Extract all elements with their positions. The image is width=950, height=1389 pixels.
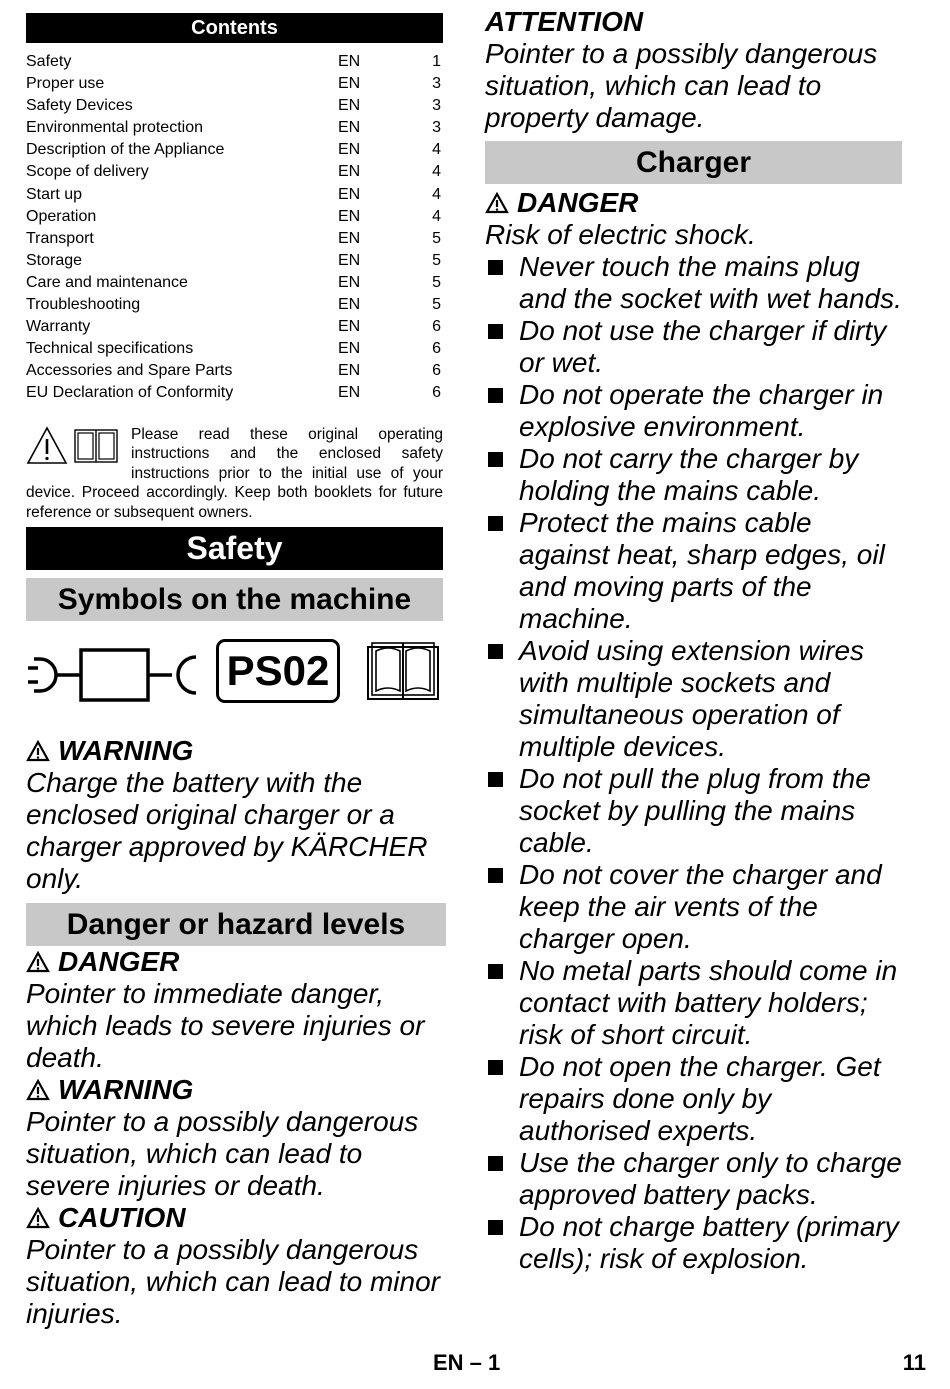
list-item-text: Do not carry the charger by holding the mains cable. bbox=[519, 443, 859, 506]
toc-page: 5 bbox=[432, 273, 441, 291]
warning-triangle-icon bbox=[26, 740, 50, 762]
warning-triangle-icon bbox=[485, 192, 509, 214]
list-item bbox=[485, 763, 903, 859]
toc-page: 6 bbox=[432, 318, 441, 336]
toc-row[interactable] bbox=[26, 360, 443, 382]
toc-lang: EN bbox=[338, 229, 361, 247]
bullet-square-icon bbox=[488, 324, 503, 339]
toc-page: 5 bbox=[432, 296, 441, 314]
list-item-text: No metal parts should come in contact with battery holders; risk of short circuit. bbox=[519, 955, 898, 1050]
warning-level-text: Pointer to a possibly dangerous situation, which can lead to severe injuries or death. bbox=[26, 1106, 419, 1202]
toc-lang: EN bbox=[338, 141, 361, 159]
list-item-text: Do not cover the charger and keep the air vents of the charger open. bbox=[519, 859, 882, 954]
list-item-text: Do not operate the charger in explosive environment. bbox=[519, 379, 884, 442]
warning-heading bbox=[26, 735, 443, 767]
right-column bbox=[485, 6, 903, 1275]
toc-row[interactable] bbox=[26, 338, 443, 360]
bullet-square-icon bbox=[488, 1220, 503, 1235]
footer-page-number: 11 bbox=[902, 1350, 926, 1375]
ps02-symbol: PS02 bbox=[216, 639, 340, 703]
table-of-contents bbox=[26, 51, 443, 405]
toc-title: Scope of delivery bbox=[26, 163, 149, 181]
charger-danger-heading bbox=[485, 187, 903, 219]
toc-row[interactable] bbox=[26, 250, 443, 272]
toc-title: Description of the Appliance bbox=[26, 141, 225, 159]
symbols-heading: Symbols on the machine bbox=[26, 578, 443, 621]
charger-danger-text: Risk of electric shock. bbox=[485, 219, 756, 250]
list-item bbox=[485, 379, 903, 443]
list-item bbox=[485, 507, 903, 635]
warning-level-label: WARNING bbox=[58, 1074, 194, 1106]
charger-safety-list bbox=[485, 251, 903, 1275]
bullet-square-icon bbox=[488, 644, 503, 659]
toc-lang: EN bbox=[338, 251, 361, 269]
read-instructions-note bbox=[26, 425, 443, 523]
toc-title: Care and maintenance bbox=[26, 273, 188, 291]
toc-lang: EN bbox=[338, 75, 361, 93]
bullet-square-icon bbox=[488, 516, 503, 531]
toc-page: 4 bbox=[432, 141, 441, 159]
toc-title: Storage bbox=[26, 251, 83, 269]
list-item bbox=[485, 251, 903, 315]
toc-row[interactable] bbox=[26, 316, 443, 338]
toc-title: Safety Devices bbox=[26, 97, 133, 115]
list-item bbox=[485, 315, 903, 379]
list-item bbox=[485, 443, 903, 507]
contents-title: Contents bbox=[26, 13, 443, 43]
toc-page: 5 bbox=[432, 251, 441, 269]
toc-page: 4 bbox=[432, 163, 441, 181]
toc-page: 4 bbox=[432, 207, 441, 225]
warning-label: WARNING bbox=[58, 735, 194, 767]
list-item-text: Do not pull the plug from the socket by pulling the mains cable. bbox=[519, 763, 871, 858]
toc-row[interactable] bbox=[26, 161, 443, 183]
footer-section-label: EN – 1 bbox=[433, 1350, 501, 1375]
list-item bbox=[485, 1211, 903, 1275]
warning-text: Charge the battery with the enclosed original charger or a charger approved by KÄRCHER only. bbox=[26, 767, 428, 895]
toc-lang: EN bbox=[338, 97, 361, 115]
attention-text: Pointer to a possibly dangerous situation, which can lead to property damage. bbox=[485, 38, 878, 133]
danger-label: DANGER bbox=[58, 946, 180, 978]
toc-page: 3 bbox=[432, 75, 441, 93]
toc-title: Operation bbox=[26, 207, 97, 225]
bullet-square-icon bbox=[488, 772, 503, 787]
toc-row[interactable] bbox=[26, 184, 443, 206]
toc-title: Proper use bbox=[26, 75, 105, 93]
list-item-text: Use the charger only to charge approved battery packs. bbox=[519, 1147, 902, 1210]
toc-row[interactable] bbox=[26, 117, 443, 139]
warning-triangle-icon bbox=[26, 951, 50, 973]
danger-text: Pointer to immediate danger, which leads to severe injuries or death. bbox=[26, 978, 425, 1074]
toc-lang: EN bbox=[338, 119, 361, 137]
toc-page: 5 bbox=[432, 229, 441, 247]
charger-danger-label: DANGER bbox=[517, 187, 639, 218]
toc-page: 6 bbox=[432, 384, 441, 402]
safety-heading: Safety bbox=[26, 527, 443, 570]
danger-heading bbox=[26, 946, 443, 978]
bullet-square-icon bbox=[488, 388, 503, 403]
toc-page: 6 bbox=[432, 362, 441, 380]
toc-lang: EN bbox=[338, 340, 361, 358]
toc-row[interactable] bbox=[26, 294, 443, 316]
attention-heading bbox=[485, 6, 903, 38]
list-item bbox=[485, 859, 903, 955]
bullet-square-icon bbox=[488, 1156, 503, 1171]
toc-title: EU Declaration of Conformity bbox=[26, 384, 234, 402]
toc-title: Environmental protection bbox=[26, 119, 203, 137]
list-item-text: Do not use the charger if dirty or wet. bbox=[519, 315, 887, 378]
warning-triangle-icon bbox=[26, 1079, 50, 1101]
list-item-text: Do not open the charger. Get repairs done only by authorised experts. bbox=[519, 1051, 881, 1146]
list-item-text: Protect the mains cable against heat, sharp edges, oil and moving parts of the machine. bbox=[519, 507, 885, 634]
toc-lang: EN bbox=[338, 318, 361, 336]
bullet-square-icon bbox=[488, 868, 503, 883]
toc-title: Troubleshooting bbox=[26, 296, 141, 314]
toc-lang: EN bbox=[338, 384, 361, 402]
bullet-square-icon bbox=[488, 964, 503, 979]
toc-lang: EN bbox=[338, 273, 361, 291]
toc-title: Start up bbox=[26, 185, 83, 203]
bullet-square-icon bbox=[488, 452, 503, 467]
toc-row[interactable] bbox=[26, 272, 443, 294]
toc-lang: EN bbox=[338, 53, 361, 70]
left-column bbox=[26, 13, 443, 1330]
list-item-text: Do not charge battery (primary cells); risk of explosion. bbox=[519, 1211, 899, 1274]
caution-heading bbox=[26, 1202, 443, 1234]
toc-lang: EN bbox=[338, 185, 361, 203]
toc-title: Warranty bbox=[26, 318, 91, 336]
toc-row[interactable] bbox=[26, 73, 443, 95]
caution-label: CAUTION bbox=[58, 1202, 186, 1234]
charger-connection-icon bbox=[26, 645, 201, 705]
warning-and-manual-icon bbox=[26, 426, 126, 466]
charger-heading: Charger bbox=[485, 141, 902, 184]
toc-page: 4 bbox=[432, 185, 441, 203]
bullet-square-icon bbox=[488, 1060, 503, 1075]
list-item bbox=[485, 1051, 903, 1147]
toc-lang: EN bbox=[338, 207, 361, 225]
toc-page: 1 bbox=[432, 53, 441, 70]
read-note-text: Please read these original operating instructions and the enclosed safety instructions prior to the initial use of your device. Proceed accordingly. Keep both booklets for future reference or subsequent owners. bbox=[26, 425, 443, 521]
warning-triangle-icon bbox=[26, 1207, 50, 1229]
toc-row[interactable] bbox=[26, 382, 443, 404]
toc-row[interactable] bbox=[26, 95, 443, 117]
toc-page: 3 bbox=[432, 97, 441, 115]
list-item-text: Never touch the mains plug and the socket with wet hands. bbox=[519, 251, 902, 314]
toc-title: Technical specifications bbox=[26, 340, 194, 358]
toc-row[interactable] bbox=[26, 206, 443, 228]
toc-title: Transport bbox=[26, 229, 94, 247]
list-item bbox=[485, 955, 903, 1051]
caution-text: Pointer to a possibly dangerous situation, which can lead to minor injuries. bbox=[26, 1234, 440, 1330]
toc-row[interactable] bbox=[26, 51, 443, 73]
list-item-text: Avoid using extension wires with multiple sockets and simultaneous operation of multiple devices. bbox=[519, 635, 865, 762]
toc-title: Accessories and Spare Parts bbox=[26, 362, 233, 380]
hazard-levels-heading: Danger or hazard levels bbox=[26, 903, 446, 946]
toc-lang: EN bbox=[338, 362, 361, 380]
toc-row[interactable] bbox=[26, 139, 443, 161]
list-item bbox=[485, 635, 903, 763]
warning-level-heading bbox=[26, 1074, 443, 1106]
toc-row[interactable] bbox=[26, 228, 443, 250]
bullet-square-icon bbox=[488, 260, 503, 275]
toc-page: 6 bbox=[432, 340, 441, 358]
toc-title: Safety bbox=[26, 53, 72, 70]
toc-page: 3 bbox=[432, 119, 441, 137]
attention-label: ATTENTION bbox=[485, 6, 644, 37]
list-item bbox=[485, 1147, 903, 1211]
toc-lang: EN bbox=[338, 296, 361, 314]
machine-symbols bbox=[26, 639, 443, 719]
manual-book-icon bbox=[366, 639, 440, 703]
toc-lang: EN bbox=[338, 163, 361, 181]
